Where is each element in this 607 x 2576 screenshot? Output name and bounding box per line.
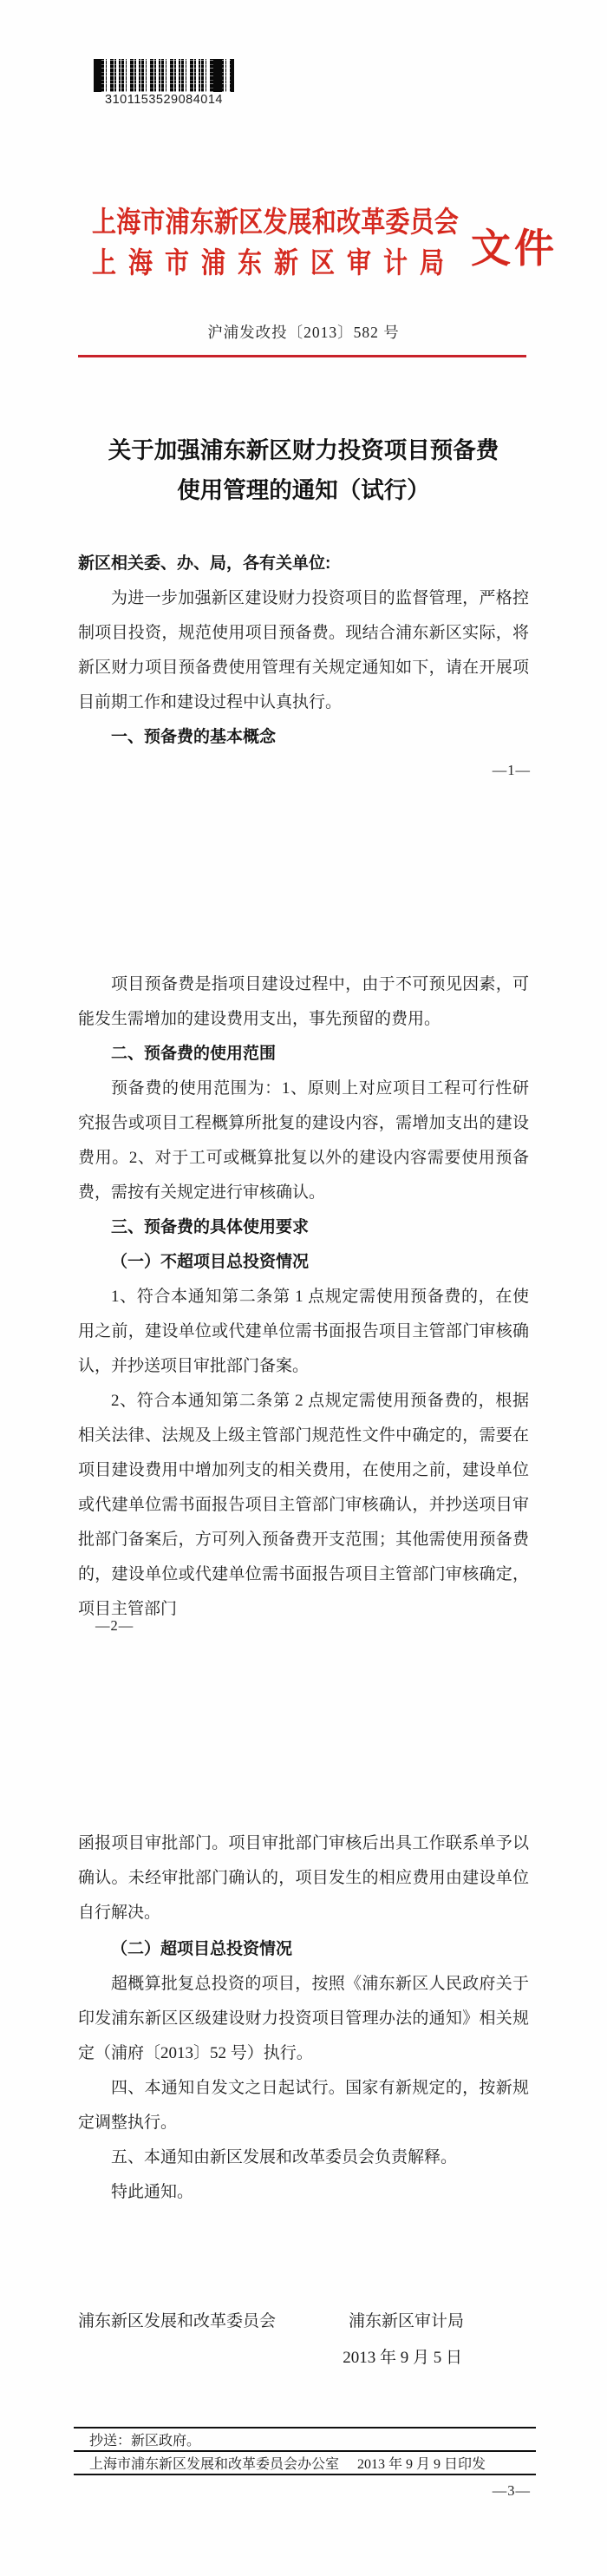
page3-body <box>78 1826 529 2210</box>
paragraph: 超概算批复总投资的项目，按照《浦东新区人民政府关于印发浦东新区区级建设财力投资项目管理办法的通知》相关规定（浦府〔2013〕52 号）执行。 <box>78 1975 529 2062</box>
sub-heading-2: （二）超项目总投资情况 <box>111 1940 293 1958</box>
page-number-3: —3— <box>492 2482 531 2499</box>
sub-heading-1: （一）不超项目总投资情况 <box>111 1253 310 1271</box>
section-heading-3: 三、预备费的具体使用要求 <box>111 1218 310 1236</box>
agency-name-line2: 上海市浦东新区审计局 <box>92 247 457 280</box>
section-heading-2: 二、预备费的使用范围 <box>111 1045 277 1063</box>
barcode-end-bar <box>213 59 222 92</box>
document-title <box>0 430 607 510</box>
signature-date: 2013 年 9 月 5 日 <box>343 2349 462 2367</box>
footer-block <box>74 2427 536 2475</box>
paragraph: 四、本通知自发文之日起试行。国家有新规定的，按新规定调整执行。 <box>78 2079 529 2132</box>
issuer-office: 上海市浦东新区发展和改革委员会办公室 <box>89 2456 340 2472</box>
page-number-1: —1— <box>492 762 531 778</box>
print-date: 2013 年 9 月 9 日印发 <box>356 2456 486 2472</box>
paragraph: 1、符合本通知第二条第 1 点规定需使用预备费的，在使用之前，建设单位或代建单位需书面报告项目主管部门审核确认，并抄送项目审批部门备案。 <box>78 1288 529 1375</box>
file-label: 文件 <box>471 226 558 271</box>
barcode-block <box>94 59 241 107</box>
section-heading-1: 一、预备费的基本概念 <box>111 728 277 746</box>
paragraph: 项目预备费是指项目建设过程中，由于不可预见因素，可能发生需增加的建设费用支出，事先预留的费用。 <box>78 975 529 1028</box>
footer-rule-bottom <box>74 2474 536 2476</box>
barcode-number: 3101153529084014 <box>105 93 223 107</box>
page2-body <box>78 967 529 1627</box>
letterhead <box>92 203 473 285</box>
closing-phrase: 特此通知。 <box>111 2183 194 2201</box>
document-number: 沪浦发改投〔2013〕582 号 <box>207 324 400 341</box>
document-title-line2: 使用管理的通知（试行） <box>177 477 430 503</box>
paragraph: 预备费的使用范围为：1、原则上对应项目工程可行性研究报告或项目工程概算所批复的建设内容，需增加支出的建设费用。2、对于工可或概算批复以外的建设内容需要使用预备费，需按有关规定进行审核确认。 <box>78 1079 529 1202</box>
barcode-image <box>94 59 234 92</box>
signer-right: 浦东新区审计局 <box>348 2312 464 2330</box>
red-divider-rule <box>78 355 526 357</box>
signature-row <box>78 2308 464 2331</box>
page-number-2: —2— <box>95 1617 134 1634</box>
paragraph: 2、符合本通知第二条第 2 点规定需使用预备费的，根据相关法律、法规及上级主管部门规范性文件中确定的，需要在项目建设费用中增加列支的相关费用，在使用之前，建设单位或代建单位需书面报告项目主管部门审核确认，并抄送项目审批部门备案后，方可列入预备费开支范围；其他需使用预备费的，建设单位或代建单位需书面报告项目主管部门审核确定，项目主管部门 <box>78 1392 529 1618</box>
agency-name-line1: 上海市浦东新区发展和改革委员会 <box>92 206 460 239</box>
signer-left: 浦东新区发展和改革委员会 <box>78 2312 277 2330</box>
paragraph: 五、本通知由新区发展和改革委员会负责解释。 <box>111 2148 458 2166</box>
document-title-line1: 关于加强浦东新区财力投资项目预备费 <box>108 437 499 463</box>
footer-issuer-row <box>74 2452 536 2474</box>
page1-body <box>78 547 529 755</box>
footer-cc-row <box>74 2429 536 2450</box>
paragraph: 为进一步加强新区建设财力投资项目的监督管理，严格控制项目投资，规范使用项目预备费。现结合浦东新区实际，将新区财力项目预备费使用管理有关规定通知如下，请在开展项目前期工作和建设过程中认真执行。 <box>78 589 529 711</box>
cc-line: 抄送：新区政府。 <box>89 2434 201 2448</box>
salutation: 新区相关委、办、局，各有关单位: <box>78 554 331 573</box>
paragraph: 函报项目审批部门。项目审批部门审核后出具工作联系单予以确认。未经审批部门确认的，项目发生的相应费用由建设单位自行解决。 <box>78 1834 529 1922</box>
